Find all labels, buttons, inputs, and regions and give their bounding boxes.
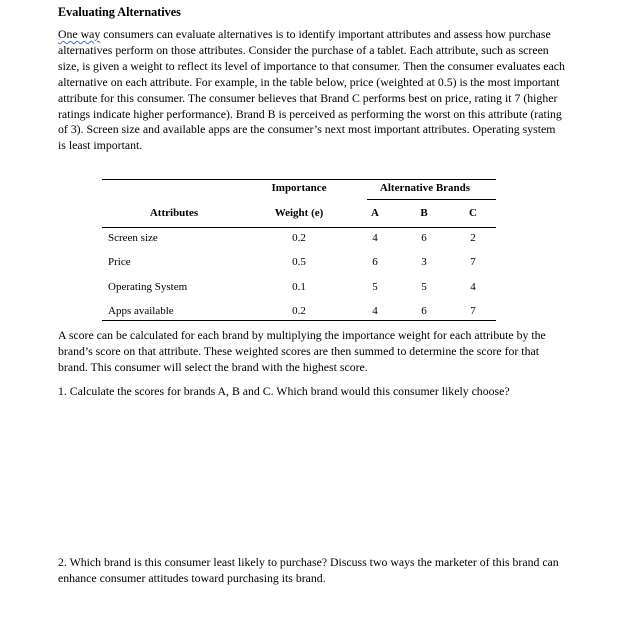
intro-paragraph xyxy=(58,27,566,154)
row-score-c: 7 xyxy=(470,305,476,317)
question-2: 2. Which brand is this consumer least likely to purchase? Discuss two ways the marketer of this brand can enhance consumer attitudes toward purchasing its brand. xyxy=(58,555,559,585)
header-attributes: Attributes xyxy=(149,207,199,219)
brands-subheader-rule xyxy=(367,199,496,200)
header-brand-a: A xyxy=(371,207,379,219)
row-score-a: 6 xyxy=(372,256,378,268)
row-attribute: Apps available xyxy=(108,305,174,317)
row-score-c: 4 xyxy=(470,281,476,293)
header-brand-b: B xyxy=(420,207,428,219)
header-alternative-brands: Alternative Brands xyxy=(379,182,471,194)
row-score-a: 5 xyxy=(372,281,378,293)
row-score-a: 4 xyxy=(372,232,378,244)
table-bottom-rule xyxy=(102,320,496,321)
header-importance: Importance xyxy=(271,182,327,194)
spellcheck-underlined-phrase: One way xyxy=(58,27,101,41)
row-weight: 0.1 xyxy=(292,281,306,293)
row-score-b: 5 xyxy=(421,281,427,293)
header-bottom-rule xyxy=(102,227,496,228)
row-score-c: 7 xyxy=(470,256,476,268)
header-brand-c: C xyxy=(469,207,477,219)
row-score-b: 3 xyxy=(421,256,427,268)
row-score-b: 6 xyxy=(421,232,427,244)
row-attribute: Operating System xyxy=(108,281,188,293)
row-weight: 0.5 xyxy=(292,256,306,268)
row-attribute: Screen size xyxy=(108,232,158,244)
row-weight: 0.2 xyxy=(292,305,306,317)
section-heading: Evaluating Alternatives xyxy=(58,5,181,19)
intro-text: consumers can evaluate alternatives is to identify important attributes and assess how purchase alternatives perform on those attributes. Consider the purchase of a tablet. Each attribute, such as screen size, is given a weight to reflect its level of importance to that consumer. Then the consumer evaluates each alternative on each attribute. For example, in the table below, price (weighted at 0.5) is the most important attribute for this consumer. The consumer believes that Brand C performs best on price, rating it 7 (higher ratings indicate higher performance). Brand B is perceived as performing the worst on this attribute (rating of 3). Screen size and available apps are the consumer’s next most important attributes. Operating system is least important. xyxy=(58,27,565,153)
question-1: 1. Calculate the scores for brands A, B and C. Which brand would this consumer likely choose? xyxy=(58,384,510,398)
attribute-table xyxy=(102,179,496,321)
header-weight: Weight (e) xyxy=(274,207,324,219)
row-weight: 0.2 xyxy=(292,232,306,244)
row-score-b: 6 xyxy=(421,305,427,317)
row-attribute: Price xyxy=(108,256,131,268)
row-score-a: 4 xyxy=(372,305,378,317)
table-top-rule xyxy=(102,179,496,180)
scoring-paragraph: A score can be calculated for each brand by multiplying the importance weight for each attribute by the brand’s score on that attribute. These weighted scores are then summed to determine the score for that brand. This consumer will select the brand with the highest score. xyxy=(58,328,546,374)
row-score-c: 2 xyxy=(470,232,476,244)
